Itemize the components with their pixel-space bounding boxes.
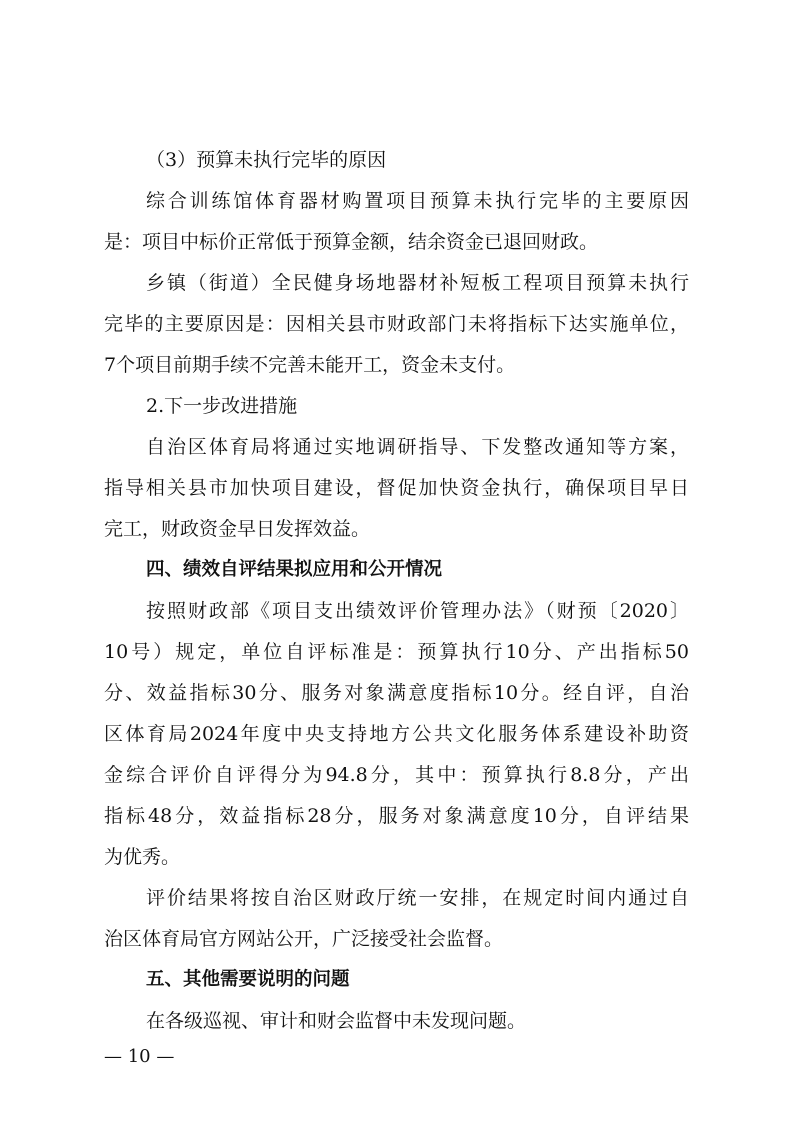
body-line: 按照财政部《项目支出绩效评价管理办法》（财预〔2020〕 — [146, 600, 689, 622]
body-line: 10号）规定，单位自评标准是：预算执行10分、产出指标50 — [104, 641, 689, 663]
body-line: 评价结果将按自治区财政厅统一安排，在规定时间内通过自 — [146, 887, 689, 909]
page-number: — 10 — — [104, 1046, 175, 1067]
body-line: 完毕的主要原因是：因相关县市财政部门未将指标下达实施单位， — [104, 313, 689, 335]
body-line: 分、效益指标30分、服务对象满意度指标10分。经自评，自治 — [104, 682, 689, 704]
body-line: 指导相关县市加快项目建设，督促加快资金执行，确保项目早日 — [104, 477, 689, 499]
body-line: 完工，财政资金早日发挥效益。 — [104, 518, 371, 540]
body-line: 治区体育局官方网站公开，广泛接受社会监督。 — [104, 928, 504, 950]
body-line: 自治区体育局将通过实地调研指导、下发整改通知等方案， — [146, 436, 689, 458]
body-line: 指标48分，效益指标28分，服务对象满意度10分，自评结果 — [104, 805, 689, 827]
body-line: 在各级巡视、审计和财会监督中未发现问题。 — [146, 1010, 527, 1032]
body-line: 是：项目中标价正常低于预算金额，结余资金已退回财政。 — [104, 231, 599, 253]
body-line: 区体育局2024年度中央支持地方公共文化服务体系建设补助资 — [104, 723, 689, 745]
body-line: 金综合评价自评得分为94.8分，其中：预算执行8.8分，产出 — [104, 764, 689, 786]
section-heading-5: 五、其他需要说明的问题 — [146, 969, 350, 990]
subheading-budget-reason: （3）预算未执行完毕的原因 — [146, 149, 387, 171]
section-heading-4: 四、绩效自评结果拟应用和公开情况 — [146, 559, 443, 580]
subheading-improvement: 2.下一步改进措施 — [146, 395, 298, 417]
body-line: 综合训练馆体育器材购置项目预算未执行完毕的主要原因 — [146, 190, 689, 212]
body-line: 乡镇（街道）全民健身场地器材补短板工程项目预算未执行 — [146, 272, 689, 294]
body-line: 为优秀。 — [104, 846, 181, 868]
body-line: 7个项目前期手续不完善未能开工，资金未支付。 — [104, 354, 516, 376]
